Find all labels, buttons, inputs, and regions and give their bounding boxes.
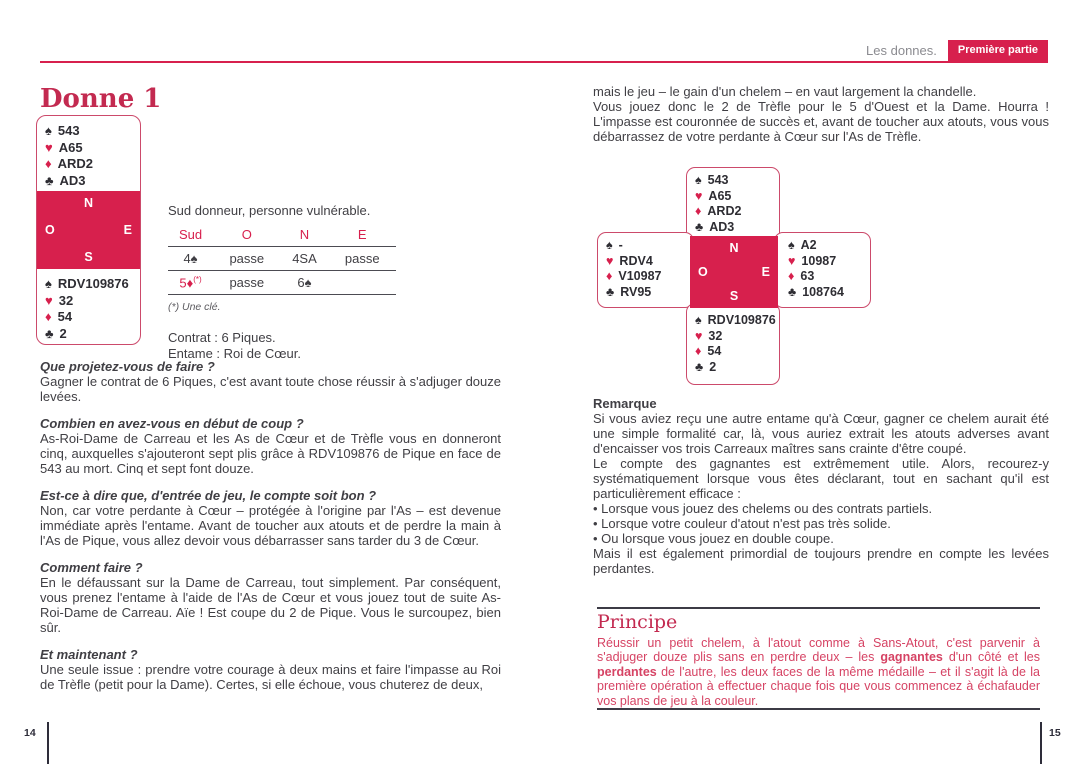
hand-line	[606, 238, 693, 254]
spades-icon: ♠	[695, 313, 702, 327]
hand-cards: 63	[800, 269, 815, 283]
deal-compass-rose	[690, 236, 778, 308]
answer: Gagner le contrat de 6 Piques, c'est avant toute chose réussir à s'adjuger douze levées.	[40, 374, 501, 404]
remarque-bullet-list	[593, 501, 1049, 546]
bullet-item: • Lorsque vous jouez des chelems ou des contrats partiels.	[593, 501, 933, 516]
hand-line	[695, 173, 779, 189]
spades-icon: ♠	[45, 123, 52, 138]
hand-line	[695, 220, 779, 236]
spades-icon: ♠	[606, 238, 613, 252]
hand-line	[695, 329, 779, 345]
hand-line	[45, 140, 140, 157]
deal-east-hand	[774, 232, 871, 308]
diamonds-icon: ♦	[788, 269, 795, 283]
hand-line	[45, 156, 140, 173]
principe-rule-top	[597, 607, 1040, 609]
diamonds-icon: ♦	[606, 269, 613, 283]
vulnerability-line: Sud donneur, personne vulnérable.	[168, 203, 371, 218]
remarque-section	[593, 396, 1049, 576]
hand-cards: RDV109876	[707, 313, 776, 327]
clubs-icon: ♣	[695, 219, 704, 234]
section-label: Les donnes.	[866, 43, 937, 58]
qa-section	[40, 647, 501, 692]
hearts-icon: ♥	[45, 292, 53, 308]
remarque-paragraph: Le compte des gagnantes est extrêmement utile. Alors, recourez-y systématiquement lorsque vous êtes déclarant, tout en sachant qu'il est particulièrement efficace :	[593, 456, 1049, 501]
diamonds-icon: ♦	[695, 204, 702, 218]
answer: Une seule issue : prendre votre courage à deux mains et faire l'impasse au Roi de Trèfle (petit pour la Dame). Certes, si elle échoue, vous chuterez de deux,	[40, 662, 501, 692]
hand-cards: 108764	[802, 284, 844, 299]
emphasized-term: perdantes	[597, 664, 657, 679]
compass-west-label: O	[698, 265, 708, 279]
hand-cards: AD3	[59, 172, 86, 188]
hand-cards: ARD2	[707, 204, 742, 218]
hand-line	[45, 293, 140, 310]
auction-footnote: (*) Une clé.	[168, 301, 221, 314]
hand-cards: 2	[59, 325, 67, 341]
continuation-text	[593, 84, 1049, 144]
auction-block	[168, 203, 420, 361]
hand-line	[45, 123, 140, 140]
answer: As-Roi-Dame de Carreau et les As de Cœur et de Trèfle vous en donneront cinq, auxquelles s'ajouteront sept plis grâce à RDV109876 de Pique en face de 543 au mort. Cinq et sept font douze.	[40, 431, 501, 476]
hearts-icon: ♥	[695, 188, 703, 203]
contract-block	[168, 330, 420, 361]
clubs-icon: ♣	[45, 172, 54, 188]
hand-cards: A65	[708, 188, 732, 203]
hand-cards: A65	[58, 139, 83, 155]
auction-bid: 4♠	[168, 247, 213, 271]
emphasized-term: gagnantes	[880, 650, 943, 665]
hand-cards: 10987	[801, 253, 837, 268]
hand-line	[606, 285, 693, 301]
clubs-icon: ♣	[695, 359, 704, 374]
hand-cards: 54	[57, 309, 73, 324]
compass-south-label: S	[729, 289, 739, 303]
hand-line	[788, 285, 870, 301]
auction-bid: 4SA	[281, 247, 329, 271]
hearts-icon: ♥	[695, 328, 703, 343]
north-south-diagram	[36, 115, 141, 345]
hand-line	[788, 254, 870, 270]
hand-cards: A2	[800, 238, 817, 252]
page-header	[866, 40, 1048, 61]
contract-line: Contrat : 6 Piques.	[168, 330, 276, 346]
question: Que projetez-vous de faire ?	[40, 359, 215, 374]
hand-cards: 543	[707, 173, 729, 187]
question-answer-column	[40, 359, 501, 704]
qa-section	[40, 560, 501, 635]
remarque-paragraph: Si vous aviez reçu une autre entame qu'à Cœur, gagner ce chelem aurait été une simple formalité car, là, vous auriez extrait les atouts adverses avant d'encaisser vos trois Carreaux maîtres sans crainte d'être coupé.	[593, 411, 1049, 456]
auction-bid: 5♦(*)	[168, 271, 213, 295]
header-rule	[40, 61, 1048, 63]
footer-rule-right	[1040, 722, 1042, 764]
compass-north-label: N	[83, 196, 94, 210]
auction-header: E	[357, 227, 367, 242]
donne-title: Donne 1	[40, 84, 162, 114]
hand-line	[45, 276, 140, 293]
deal-north-hand	[686, 167, 780, 242]
question: Est-ce à dire que, d'entrée de jeu, le compte soit bon ?	[40, 488, 377, 503]
hand-cards: RV95	[620, 284, 652, 299]
hand-cards: RDV4	[619, 253, 653, 268]
hand-cards: AD3	[709, 219, 735, 234]
question: Comment faire ?	[40, 560, 143, 575]
hand-line	[695, 189, 779, 205]
spades-icon: ♠	[45, 276, 52, 291]
hearts-icon: ♥	[788, 253, 796, 268]
compass-south-label: S	[84, 250, 93, 264]
south-hand	[37, 269, 140, 344]
qa-section	[40, 416, 501, 476]
qa-section	[40, 488, 501, 548]
hand-line	[695, 313, 779, 329]
hand-cards: ARD2	[57, 156, 94, 171]
hand-cards: V10987	[618, 269, 662, 283]
hand-cards: 32	[708, 328, 723, 343]
remarque-heading: Remarque	[593, 396, 657, 411]
bullet-item: • Ou lorsque vous jouez en double coupe.	[593, 531, 834, 546]
part-badge: Première partie	[948, 40, 1048, 61]
hand-line	[45, 173, 140, 190]
auction-bid: 6♠	[281, 271, 329, 295]
hand-cards: 32	[58, 292, 74, 308]
answer: En le défaussant sur la Dame de Carreau, tout simplement. Par conséquent, vous prenez l'entame à l'aide de l'As de Cœur et vous jouez tout de suite As-Roi-Dame de Carreau. Aïe ! Est coupe du 2 de Pique. Vous le surcoupez, bien sûr.	[40, 575, 501, 635]
auction-header: O	[241, 227, 252, 242]
answer: Non, car votre perdante à Cœur – protégée à l'origine par l'As – est devenue immédiate après l'entame. Avant de toucher aux atouts et de perdre la main à l'As de Pique, vous allez devoir vous débarrasser sans tarder du 3 de Cœur.	[40, 503, 501, 548]
question: Combien en avez-vous en début de coup ?	[40, 416, 304, 431]
hearts-icon: ♥	[45, 139, 53, 155]
hand-cards: 2	[709, 359, 717, 374]
hearts-icon: ♥	[606, 253, 614, 268]
compass-rose	[37, 191, 140, 269]
hand-line	[606, 269, 693, 285]
spades-icon: ♠	[788, 238, 795, 252]
diamonds-icon: ♦	[695, 344, 702, 358]
compass-north-label: N	[729, 241, 739, 255]
clubs-icon: ♣	[45, 325, 54, 341]
paragraph: mais le jeu – le gain d'un chelem – en vaut largement la chandelle.	[593, 84, 977, 99]
north-hand	[37, 116, 140, 191]
auction-header: Sud	[178, 227, 203, 242]
remarque-closing: Mais il est également primordial de toujours prendre en compte les levées perdantes.	[593, 546, 1049, 576]
clubs-icon: ♣	[788, 284, 797, 299]
auction-table	[168, 227, 396, 295]
question: Et maintenant ?	[40, 647, 138, 662]
hand-line	[606, 254, 693, 270]
auction-bid: passe	[213, 247, 281, 271]
auction-header: N	[299, 227, 310, 242]
compass-east-label: E	[123, 223, 132, 237]
principe-body: Réussir un petit chelem, à l'atout comme à Sans-Atout, c'est parvenir à s'adjuger douze plis sans en perdre deux – les gagnantes d'un côté et les perdantes de l'autre, les deux faces de la même médaille – et il s'agit là de la première opération à effectuer chaque fois que vous commencez à échafauder vos plans de jeu à la couleur.	[597, 636, 1040, 708]
principe-heading: Principe	[597, 611, 678, 633]
deal-south-hand	[686, 303, 780, 385]
hand-line	[788, 238, 870, 254]
spades-icon: ♠	[695, 173, 702, 187]
deal-west-hand	[597, 232, 694, 308]
hand-cards: RDV109876	[57, 276, 129, 291]
auction-bid	[328, 271, 396, 295]
page-number-right: 15	[1049, 727, 1061, 739]
hand-line	[45, 326, 140, 343]
principe-section	[597, 611, 1040, 708]
compass-east-label: E	[761, 265, 770, 279]
clubs-icon: ♣	[606, 284, 615, 299]
paragraph: Vous jouez donc le 2 de Trèfle pour le 5 d'Ouest et la Dame. Hourra ! L'impasse est couronnée de succès et, avant de toucher aux atouts, vous vous débarrassez de votre perdante à Cœur sur l'As de Trèfle.	[593, 99, 1049, 144]
hand-cards: -	[618, 238, 623, 252]
hand-cards: 54	[707, 344, 722, 358]
hand-cards: 543	[57, 123, 80, 138]
hand-line	[695, 204, 779, 220]
hand-line	[695, 360, 779, 376]
auction-bid: passe	[328, 247, 396, 271]
principe-rule-bottom	[597, 708, 1040, 710]
lead-line: Entame : Roi de Cœur.	[168, 345, 301, 361]
hand-line	[695, 344, 779, 360]
compass-west-label: O	[45, 223, 55, 237]
diamonds-icon: ♦	[45, 156, 52, 171]
page-number-left: 14	[24, 727, 36, 739]
hand-line	[45, 309, 140, 326]
bullet-item: • Lorsque votre couleur d'atout n'est pas très solide.	[593, 516, 891, 531]
hand-line	[788, 269, 870, 285]
auction-bid: passe	[213, 271, 281, 295]
diamonds-icon: ♦	[45, 309, 52, 324]
footer-rule-left	[47, 722, 49, 764]
qa-section	[40, 359, 501, 404]
